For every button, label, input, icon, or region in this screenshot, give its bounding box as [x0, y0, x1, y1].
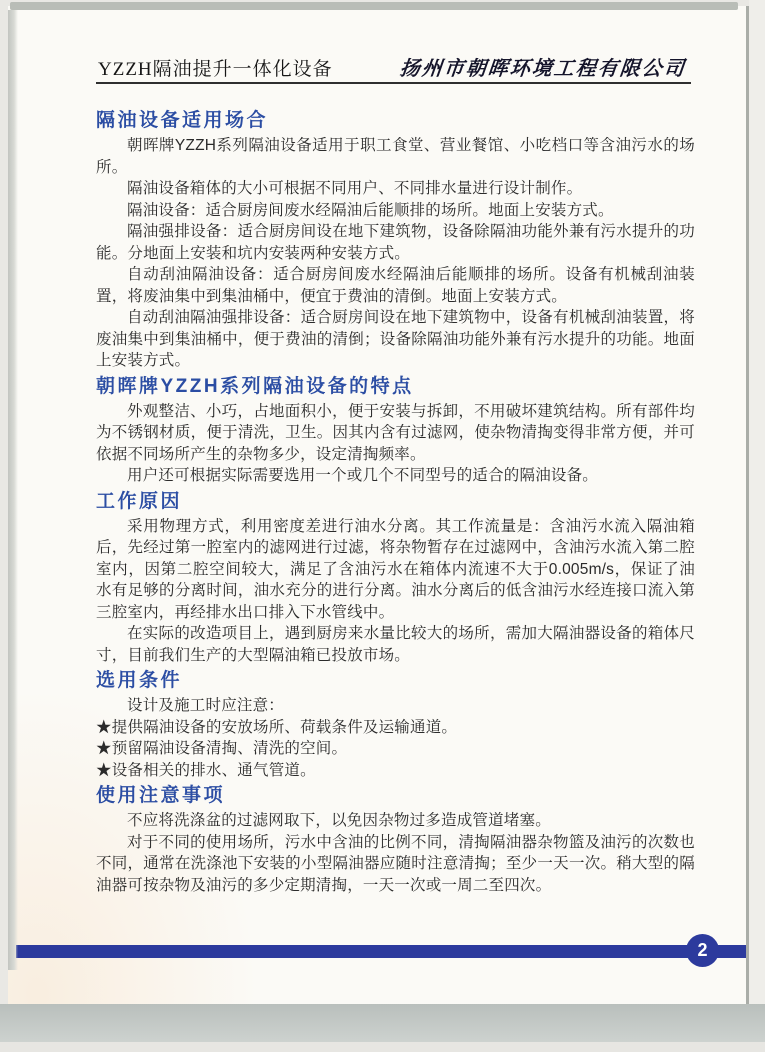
- paragraph: 隔油强排设备：适合厨房间设在地下建筑物，设备除隔油功能外兼有污水提升的功能。分地面上安装和坑内安装两种安装方式。: [96, 223, 695, 262]
- page-number-badge: [686, 934, 719, 967]
- company-name: 扬州市朝晖环境工程有限公司: [398, 58, 687, 80]
- section-applicable-occasions: [96, 109, 695, 372]
- document-title: YZZH隔油提升一体化设备: [98, 59, 333, 80]
- section-heading: 隔油设备适用场合: [96, 110, 269, 131]
- section-heading: 朝晖牌YZZH系列隔油设备的特点: [96, 375, 414, 397]
- scan-edge-bottom-light: [0, 1042, 765, 1052]
- scan-edge-right-strip: [749, 0, 765, 1052]
- paragraph: 用户还可根据实际需要选用一个或几个不同型号的适合的隔油设备。: [127, 467, 599, 484]
- paragraph: 在实际的改造项目上，遇到厨房来水量比较大的场所，需加大隔油器设备的箱体尺寸，目前我们生产的大型隔油箱已投放市场。: [96, 625, 695, 664]
- footer-bar: [16, 945, 753, 958]
- section-working-principle: [96, 490, 695, 667]
- section-heading: 工作原因: [96, 490, 183, 512]
- paragraph: 不应将洗涤盆的过滤网取下，以免因杂物过多造成管道堵塞。: [127, 812, 551, 829]
- section-heading: 选用条件: [96, 670, 183, 691]
- section-selection-conditions: [96, 669, 695, 781]
- document-body: [96, 106, 695, 896]
- scan-edge-left: [8, 10, 18, 970]
- section-features: [96, 375, 695, 487]
- header-divider: [96, 82, 691, 84]
- paragraph: 自动刮油隔油强排设备：适合厨房间设在地下建筑物中，设备有机械刮油装置，将废油集中到集油桶中，便于费油的清倒；设备除隔油功能外兼有污水提升的功能。地面上安装方式。: [96, 309, 695, 369]
- page-number: 2: [697, 940, 708, 960]
- paragraph: 外观整洁、小巧，占地面积小，便于安装与拆卸，不用破坏建筑结构。所有部件均为不锈钢材质，便于清洗，卫生。因其内含有过滤网，使杂物清掏变得非常方便，并可依据不同场所产生的杂物多少，设定清掏频率。: [96, 402, 695, 463]
- paragraph: 隔油设备箱体的大小可根据不同用户、不同排水量进行设计制作。: [127, 180, 583, 197]
- paragraph: 设计及施工时应注意：: [127, 697, 285, 714]
- paper-sheet: [8, 6, 748, 1004]
- section-heading: 使用注意事项: [96, 785, 226, 806]
- paragraph: 对于不同的使用场所，污水中含油的比例不同，清掏隔油器杂物篮及油污的次数也不同，通常在洗涤池下安装的小型隔油器应随时注意清掏；至少一天一次。稍大型的隔油器可按杂物及油污的多少定期清掏，一天一次或一周二至四次。: [96, 833, 695, 894]
- paragraph: 隔油设备：适合厨房间废水经隔油后能顺排的场所。地面上安装方式。: [127, 201, 614, 219]
- bullet-item: ★提供隔油设备的安放场所、荷载条件及运输通道。: [96, 718, 458, 736]
- section-usage-notes: [96, 784, 695, 896]
- scan-edge-bottom: [0, 1004, 765, 1042]
- bullet-item: ★设备相关的排水、通气管道。: [96, 761, 316, 779]
- paragraph: 自动刮油隔油设备：适合厨房间废水经隔油后能顺排的场所。设备有机械刮油装置，将废油集中到集油桶中，便宜于费油的清倒。地面上安装方式。: [96, 266, 695, 305]
- paragraph: 朝晖牌YZZH系列隔油设备适用于职工食堂、营业餐馆、小吃档口等含油污水的场所。: [96, 137, 695, 176]
- scan-edge-top: [10, 2, 738, 10]
- paragraph: 采用物理方式，利用密度差进行油水分离。其工作流量是：含油污水流入隔油箱后，先经过第一腔室内的滤网进行过滤，将杂物暂存在过滤网中，含油污水流入第二腔室内，因第二腔空间较大，满足了含油污水在箱体内流速不大于0.005m/s，保证了油水有足够的分离时间，油水充分的进行分离。油水分离后的低含油污水经连接口流入第三腔室内，再经排水出口排入下水管线中。: [96, 517, 695, 621]
- bullet-item: ★预留隔油设备清掏、清洗的空间。: [96, 740, 348, 757]
